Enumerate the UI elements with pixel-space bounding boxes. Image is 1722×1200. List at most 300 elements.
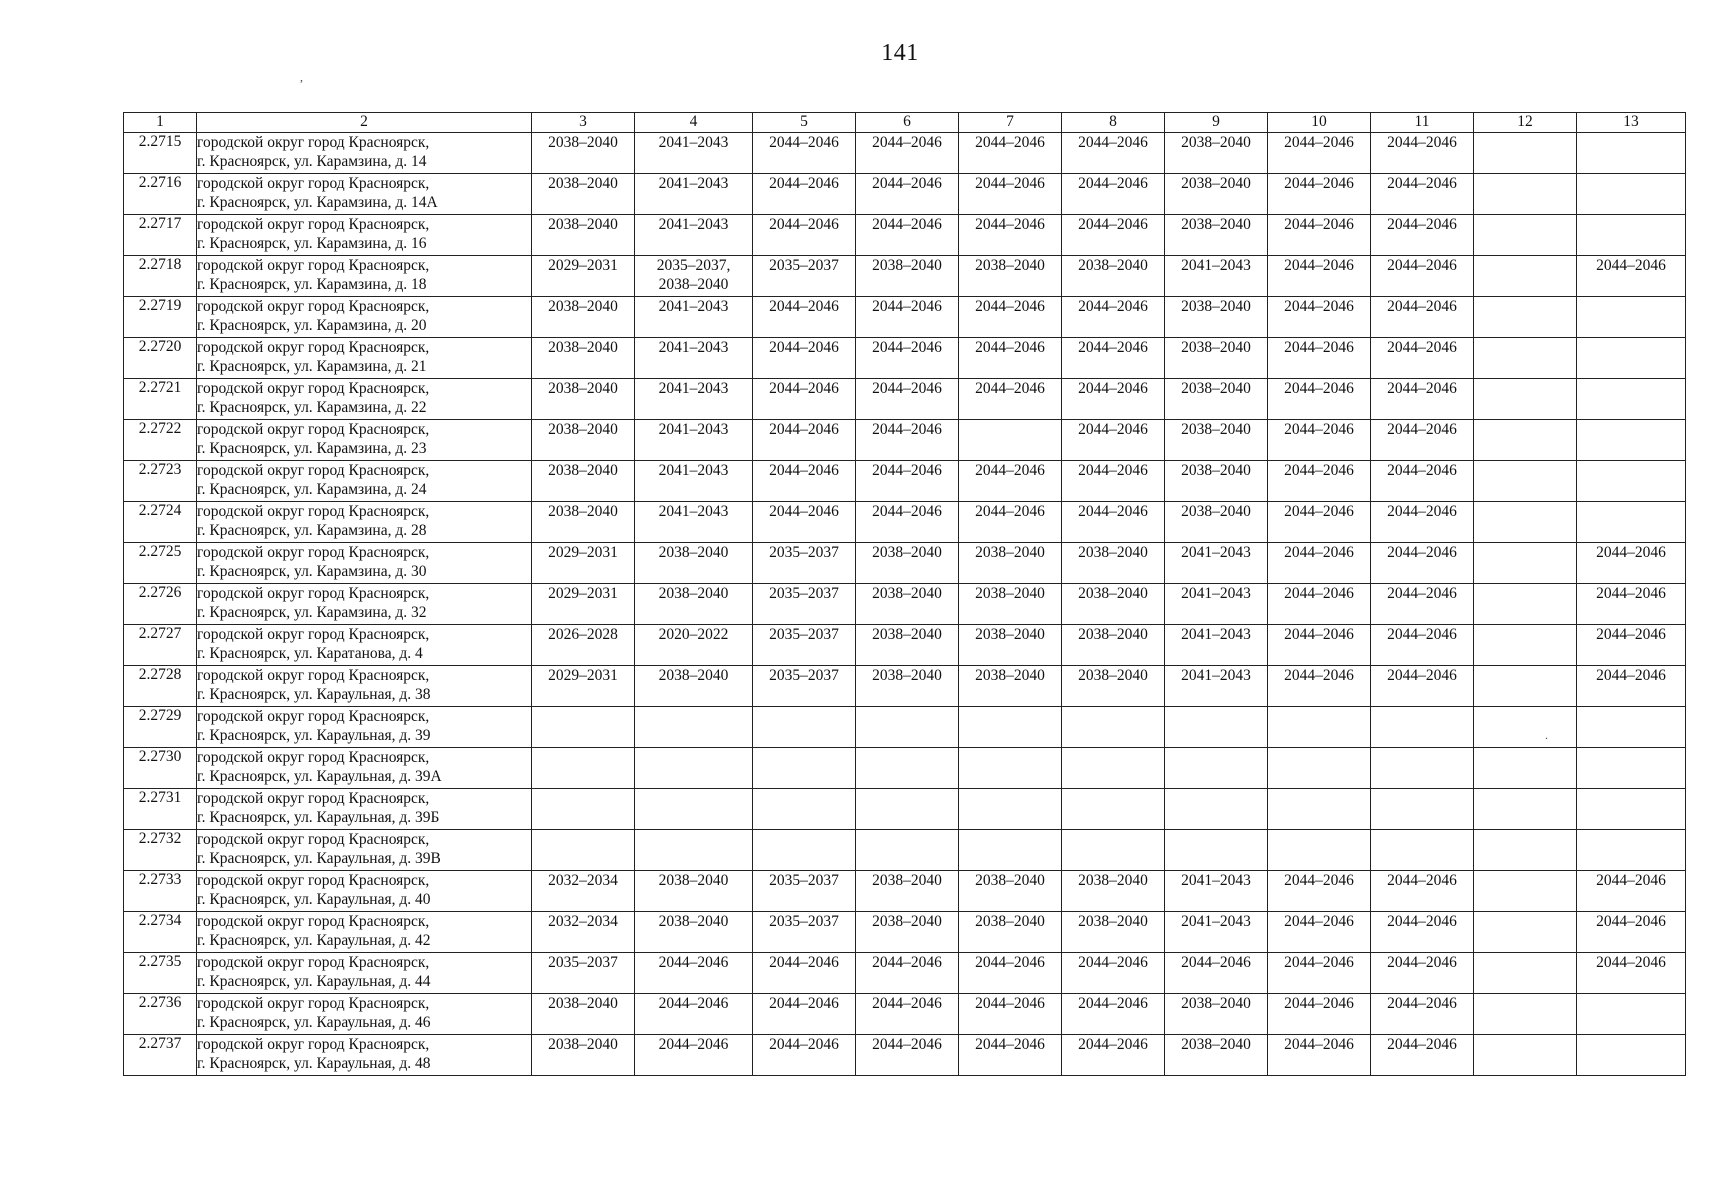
period-cell xyxy=(1165,789,1268,830)
address-line-2: г. Красноярск, ул. Караульная, д. 39 xyxy=(197,727,431,744)
period-cell: 2038–2040 xyxy=(856,912,959,953)
period-cell: 2038–2040 xyxy=(1062,666,1165,707)
period-cell xyxy=(856,748,959,789)
period-cell: 2044–2046 xyxy=(1062,502,1165,543)
period-cell: 2044–2046 xyxy=(635,994,753,1035)
column-header: 4 xyxy=(635,113,753,133)
period-cell: 2044–2046 xyxy=(635,953,753,994)
column-header: 10 xyxy=(1268,113,1371,133)
period-cell: 2044–2046 xyxy=(1371,953,1474,994)
period-cell: 2044–2046 xyxy=(753,215,856,256)
period-cell: 2044–2046 xyxy=(856,215,959,256)
period-cell xyxy=(1474,584,1577,625)
period-cell xyxy=(1165,707,1268,748)
column-header: 8 xyxy=(1062,113,1165,133)
period-cell xyxy=(753,789,856,830)
period-cell: 2038–2040 xyxy=(1165,297,1268,338)
address-cell xyxy=(197,830,532,871)
row-number: 2.2733 xyxy=(124,871,197,912)
period-cell: 2038–2040 xyxy=(1165,502,1268,543)
period-cell xyxy=(959,830,1062,871)
period-cell: 2035–2037 xyxy=(753,666,856,707)
period-cell: 2044–2046 xyxy=(1062,420,1165,461)
period-cell xyxy=(1062,748,1165,789)
period-cell xyxy=(1474,994,1577,1035)
period-cell: 2044–2046 xyxy=(1371,1035,1474,1076)
address-line-2: г. Красноярск, ул. Карамзина, д. 28 xyxy=(197,522,427,539)
schedule-table xyxy=(123,112,1686,1076)
period-cell xyxy=(1268,748,1371,789)
period-cell: 2041–2043 xyxy=(1165,584,1268,625)
period-cell xyxy=(1577,420,1686,461)
period-cell: 2038–2040 xyxy=(1062,543,1165,584)
table-row xyxy=(124,543,1686,584)
period-cell: 2035–2037 xyxy=(753,543,856,584)
address-line-2: г. Красноярск, ул. Караульная, д. 39А xyxy=(197,768,442,785)
row-number: 2.2732 xyxy=(124,830,197,871)
period-cell: 2044–2046 xyxy=(753,297,856,338)
address-line-2: г. Красноярск, ул. Карамзина, д. 30 xyxy=(197,563,427,580)
period-cell: 2044–2046 xyxy=(856,502,959,543)
period-cell xyxy=(1371,789,1474,830)
row-number: 2.2723 xyxy=(124,461,197,502)
row-number: 2.2721 xyxy=(124,379,197,420)
address-line-2: г. Красноярск, ул. Караульная, д. 44 xyxy=(197,973,431,990)
table-row xyxy=(124,666,1686,707)
period-cell xyxy=(1474,174,1577,215)
period-cell: 2038–2040 xyxy=(1062,912,1165,953)
period-cell: 2044–2046 xyxy=(1371,625,1474,666)
period-cell: 2044–2046 xyxy=(1268,502,1371,543)
period-cell: 2044–2046 xyxy=(1268,338,1371,379)
period-cell: 2038–2040 xyxy=(532,297,635,338)
column-header: 12 xyxy=(1474,113,1577,133)
period-cell: 2029–2031 xyxy=(532,584,635,625)
period-cell: 2038–2040 xyxy=(532,461,635,502)
period-cell: 2044–2046 xyxy=(1268,584,1371,625)
period-cell: 2044–2046 xyxy=(1062,461,1165,502)
period-cell: 2044–2046 xyxy=(1268,994,1371,1035)
period-cell: 2041–2043 xyxy=(1165,912,1268,953)
period-cell: 2038–2040 xyxy=(856,625,959,666)
address-line-1: городской округ город Красноярск, xyxy=(197,708,430,725)
period-cell: 2038–2040 xyxy=(959,871,1062,912)
period-cell xyxy=(1577,707,1686,748)
period-cell: 2044–2046 xyxy=(1371,420,1474,461)
period-cell: 2038–2040 xyxy=(532,174,635,215)
stray-mark: , xyxy=(300,70,303,84)
period-cell xyxy=(1577,502,1686,543)
period-cell: 2044–2046 xyxy=(856,1035,959,1076)
address-cell xyxy=(197,256,532,297)
address-cell xyxy=(197,543,532,584)
period-cell: 2044–2046 xyxy=(1268,953,1371,994)
period-cell: 2044–2046 xyxy=(1268,871,1371,912)
address-cell xyxy=(197,215,532,256)
period-cell: 2044–2046 xyxy=(856,379,959,420)
period-cell: 2041–2043 xyxy=(1165,543,1268,584)
address-cell xyxy=(197,584,532,625)
address-line-1: городской округ город Красноярск, xyxy=(197,831,430,848)
address-cell xyxy=(197,133,532,174)
period-cell: 2044–2046 xyxy=(1371,994,1474,1035)
address-line-1: городской округ город Красноярск, xyxy=(197,585,430,602)
period-cell xyxy=(1474,748,1577,789)
period-cell: 2044–2046 xyxy=(753,338,856,379)
table-row xyxy=(124,871,1686,912)
period-cell xyxy=(1474,133,1577,174)
period-cell: 2038–2040 xyxy=(532,420,635,461)
period-cell: 2035–2037 xyxy=(532,953,635,994)
period-cell: 2044–2046 xyxy=(856,420,959,461)
address-line-2: г. Красноярск, ул. Караульная, д. 38 xyxy=(197,686,431,703)
row-number: 2.2726 xyxy=(124,584,197,625)
address-line-2: г. Красноярск, ул. Караульная, д. 42 xyxy=(197,932,431,949)
period-cell xyxy=(1577,174,1686,215)
period-cell xyxy=(635,830,753,871)
period-cell: 2044–2046 xyxy=(856,461,959,502)
address-line-2: г. Красноярск, ул. Каратанова, д. 4 xyxy=(197,645,423,662)
address-line-2: г. Красноярск, ул. Карамзина, д. 23 xyxy=(197,440,427,457)
period-cell: 2038–2040 xyxy=(635,584,753,625)
address-line-2: г. Красноярск, ул. Карамзина, д. 32 xyxy=(197,604,427,621)
period-cell: 2038–2040 xyxy=(532,133,635,174)
table-row xyxy=(124,584,1686,625)
column-header: 11 xyxy=(1371,113,1474,133)
address-cell xyxy=(197,748,532,789)
period-cell: 2041–2043 xyxy=(1165,666,1268,707)
table-row xyxy=(124,379,1686,420)
period-cell: 2044–2046 xyxy=(1577,256,1686,297)
period-cell: 2044–2046 xyxy=(1062,379,1165,420)
period-cell: 2041–2043 xyxy=(635,338,753,379)
address-line-1: городской округ город Красноярск, xyxy=(197,790,430,807)
table-row xyxy=(124,338,1686,379)
period-cell: 2044–2046 xyxy=(1371,912,1474,953)
column-header: 1 xyxy=(124,113,197,133)
period-cell xyxy=(532,707,635,748)
table-row xyxy=(124,953,1686,994)
row-number: 2.2727 xyxy=(124,625,197,666)
period-cell: 2044–2046 xyxy=(753,1035,856,1076)
period-cell: 2044–2046 xyxy=(856,133,959,174)
period-cell: 2038–2040 xyxy=(1165,174,1268,215)
period-cell: 2044–2046 xyxy=(753,994,856,1035)
period-cell: 2038–2040 xyxy=(1165,133,1268,174)
period-cell: 2044–2046 xyxy=(959,1035,1062,1076)
row-number: 2.2731 xyxy=(124,789,197,830)
address-cell xyxy=(197,420,532,461)
address-cell xyxy=(197,912,532,953)
period-cell xyxy=(1474,666,1577,707)
address-line-1: городской округ город Красноярск, xyxy=(197,257,430,274)
period-cell: 2044–2046 xyxy=(856,174,959,215)
period-cell xyxy=(753,707,856,748)
period-cell: 2044–2046 xyxy=(1268,379,1371,420)
period-cell: 2038–2040 xyxy=(959,912,1062,953)
period-cell: 2041–2043 xyxy=(1165,625,1268,666)
period-cell: 2038–2040 xyxy=(856,543,959,584)
period-cell: 2044–2046 xyxy=(1062,174,1165,215)
period-cell xyxy=(1474,625,1577,666)
period-cell: 2044–2046 xyxy=(1371,297,1474,338)
period-cell: 2038–2040 xyxy=(635,543,753,584)
period-cell xyxy=(1474,953,1577,994)
period-cell: 2044–2046 xyxy=(753,461,856,502)
period-cell xyxy=(1577,789,1686,830)
table-row xyxy=(124,830,1686,871)
period-cell: 2038–2040 xyxy=(1062,584,1165,625)
address-line-2: г. Красноярск, ул. Карамзина, д. 21 xyxy=(197,358,427,375)
address-line-1: городской округ город Красноярск, xyxy=(197,216,430,233)
address-line-1: городской округ город Красноярск, xyxy=(197,298,430,315)
table-row xyxy=(124,133,1686,174)
period-cell: 2044–2046 xyxy=(959,215,1062,256)
period-cell: 2029–2031 xyxy=(532,256,635,297)
address-line-1: городской округ город Красноярск, xyxy=(197,913,430,930)
row-number: 2.2735 xyxy=(124,953,197,994)
period-cell xyxy=(1268,707,1371,748)
period-cell xyxy=(635,748,753,789)
period-cell xyxy=(959,789,1062,830)
page-number: 141 xyxy=(881,40,919,66)
row-number: 2.2730 xyxy=(124,748,197,789)
period-cell: 2038–2040 xyxy=(959,584,1062,625)
period-cell: 2038–2040 xyxy=(1165,1035,1268,1076)
period-cell: 2038–2040 xyxy=(1062,256,1165,297)
period-cell: 2044–2046 xyxy=(1371,379,1474,420)
address-line-2: г. Красноярск, ул. Карамзина, д. 16 xyxy=(197,235,427,252)
row-number: 2.2724 xyxy=(124,502,197,543)
period-cell xyxy=(1474,830,1577,871)
period-cell: 2038–2040 xyxy=(1165,994,1268,1035)
period-cell: 2041–2043 xyxy=(1165,871,1268,912)
address-line-2: г. Красноярск, ул. Караульная, д. 46 xyxy=(197,1014,431,1031)
address-cell xyxy=(197,461,532,502)
address-line-1: городской округ город Красноярск, xyxy=(197,954,430,971)
period-cell: 2044–2046 xyxy=(1371,666,1474,707)
period-cell: 2044–2046 xyxy=(1062,338,1165,379)
period-cell: 2044–2046 xyxy=(1371,174,1474,215)
table-row xyxy=(124,256,1686,297)
address-cell xyxy=(197,707,532,748)
address-cell xyxy=(197,502,532,543)
period-cell xyxy=(1474,912,1577,953)
address-line-2: г. Красноярск, ул. Карамзина, д. 14 xyxy=(197,153,427,170)
period-cell: 2038–2040 xyxy=(856,256,959,297)
period-cell: 2044–2046 xyxy=(1268,256,1371,297)
period-cell: 2038–2040 xyxy=(635,666,753,707)
address-line-1: городской округ город Красноярск, xyxy=(197,134,430,151)
period-cell xyxy=(1474,502,1577,543)
period-cell xyxy=(1474,420,1577,461)
period-cell: 2044–2046 xyxy=(1268,912,1371,953)
row-number: 2.2720 xyxy=(124,338,197,379)
address-cell xyxy=(197,174,532,215)
address-line-1: городской округ город Красноярск, xyxy=(197,503,430,520)
period-cell: 2041–2043 xyxy=(635,174,753,215)
period-cell: 2044–2046 xyxy=(753,420,856,461)
period-cell: 2044–2046 xyxy=(1268,174,1371,215)
period-cell: 2044–2046 xyxy=(1062,953,1165,994)
period-cell: 2035–2037, 2038–2040 xyxy=(635,256,753,297)
period-cell: 2044–2046 xyxy=(856,953,959,994)
period-cell xyxy=(1268,830,1371,871)
period-cell xyxy=(959,748,1062,789)
period-cell xyxy=(959,420,1062,461)
row-number: 2.2736 xyxy=(124,994,197,1035)
row-number: 2.2722 xyxy=(124,420,197,461)
period-cell: 2020–2022 xyxy=(635,625,753,666)
table-row xyxy=(124,625,1686,666)
period-cell: 2041–2043 xyxy=(635,133,753,174)
address-line-2: г. Красноярск, ул. Карамзина, д. 24 xyxy=(197,481,427,498)
period-cell xyxy=(1577,338,1686,379)
period-cell: 2044–2046 xyxy=(959,338,1062,379)
column-header: 2 xyxy=(197,113,532,133)
address-cell xyxy=(197,871,532,912)
period-cell: 2044–2046 xyxy=(1268,666,1371,707)
header-row xyxy=(124,113,1686,133)
period-cell xyxy=(753,748,856,789)
period-cell: 2038–2040 xyxy=(532,379,635,420)
period-cell: 2041–2043 xyxy=(1165,256,1268,297)
period-cell xyxy=(1371,830,1474,871)
address-line-1: городской округ город Красноярск, xyxy=(197,1036,430,1053)
period-cell: 2044–2046 xyxy=(1165,953,1268,994)
address-cell xyxy=(197,666,532,707)
period-cell: 2044–2046 xyxy=(1371,871,1474,912)
period-cell xyxy=(1577,748,1686,789)
address-line-1: городской округ город Красноярск, xyxy=(197,626,430,643)
period-cell xyxy=(1474,338,1577,379)
period-cell: 2026–2028 xyxy=(532,625,635,666)
period-cell: 2044–2046 xyxy=(1062,297,1165,338)
period-cell: 2041–2043 xyxy=(635,379,753,420)
table-row xyxy=(124,502,1686,543)
period-cell: 2044–2046 xyxy=(1371,584,1474,625)
period-cell: 2044–2046 xyxy=(959,133,1062,174)
period-cell xyxy=(1577,994,1686,1035)
table-row xyxy=(124,789,1686,830)
period-cell: 2044–2046 xyxy=(1577,543,1686,584)
period-cell: 2044–2046 xyxy=(959,174,1062,215)
row-number: 2.2718 xyxy=(124,256,197,297)
period-cell: 2044–2046 xyxy=(959,953,1062,994)
period-cell: 2044–2046 xyxy=(1268,420,1371,461)
address-line-2: г. Красноярск, ул. Караульная, д. 40 xyxy=(197,891,431,908)
period-cell: 2038–2040 xyxy=(959,625,1062,666)
period-cell: 2044–2046 xyxy=(1371,543,1474,584)
period-cell: 2038–2040 xyxy=(856,584,959,625)
period-cell: 2044–2046 xyxy=(856,994,959,1035)
period-cell: 2044–2046 xyxy=(1577,953,1686,994)
period-cell: 2038–2040 xyxy=(1062,871,1165,912)
period-cell: 2044–2046 xyxy=(1268,297,1371,338)
row-number: 2.2729 xyxy=(124,707,197,748)
period-cell xyxy=(1474,461,1577,502)
address-line-1: городской округ город Красноярск, xyxy=(197,872,430,889)
period-cell: 2035–2037 xyxy=(753,256,856,297)
period-cell xyxy=(635,789,753,830)
address-line-2: г. Красноярск, ул. Карамзина, д. 22 xyxy=(197,399,427,416)
column-header: 3 xyxy=(532,113,635,133)
period-cell xyxy=(1474,379,1577,420)
table-row xyxy=(124,1035,1686,1076)
address-line-1: городской округ город Красноярск, xyxy=(197,380,430,397)
period-cell xyxy=(1577,379,1686,420)
address-cell xyxy=(197,297,532,338)
period-cell: 2044–2046 xyxy=(1577,666,1686,707)
table-row xyxy=(124,461,1686,502)
period-cell xyxy=(856,707,959,748)
period-cell: 2044–2046 xyxy=(1371,502,1474,543)
address-cell xyxy=(197,338,532,379)
period-cell xyxy=(1268,789,1371,830)
period-cell: 2041–2043 xyxy=(635,502,753,543)
stray-mark: . xyxy=(1545,728,1548,742)
period-cell xyxy=(1474,543,1577,584)
address-line-2: г. Красноярск, ул. Караульная, д. 39В xyxy=(197,850,441,867)
address-line-1: городской округ город Красноярск, xyxy=(197,175,430,192)
period-cell: 2038–2040 xyxy=(1165,215,1268,256)
period-cell: 2038–2040 xyxy=(959,666,1062,707)
period-cell: 2044–2046 xyxy=(1371,215,1474,256)
period-cell: 2044–2046 xyxy=(1371,133,1474,174)
address-cell xyxy=(197,379,532,420)
period-cell: 2044–2046 xyxy=(1062,1035,1165,1076)
column-header: 9 xyxy=(1165,113,1268,133)
period-cell: 2044–2046 xyxy=(856,338,959,379)
period-cell xyxy=(1474,789,1577,830)
period-cell: 2038–2040 xyxy=(532,338,635,379)
address-line-2: г. Красноярск, ул. Карамзина, д. 14А xyxy=(197,194,438,211)
address-line-2: г. Красноярск, ул. Караульная, д. 48 xyxy=(197,1055,431,1072)
period-cell: 2044–2046 xyxy=(1268,543,1371,584)
period-cell: 2044–2046 xyxy=(1268,461,1371,502)
period-cell: 2041–2043 xyxy=(635,215,753,256)
period-cell xyxy=(532,830,635,871)
period-cell: 2044–2046 xyxy=(1577,584,1686,625)
period-cell: 2044–2046 xyxy=(1577,871,1686,912)
period-cell xyxy=(1577,1035,1686,1076)
period-cell xyxy=(1062,830,1165,871)
period-cell xyxy=(1474,1035,1577,1076)
period-cell: 2029–2031 xyxy=(532,666,635,707)
period-cell: 2029–2031 xyxy=(532,543,635,584)
address-line-1: городской округ город Красноярск, xyxy=(197,995,430,1012)
address-cell xyxy=(197,953,532,994)
column-header: 13 xyxy=(1577,113,1686,133)
row-number: 2.2717 xyxy=(124,215,197,256)
table-row xyxy=(124,215,1686,256)
row-number: 2.2715 xyxy=(124,133,197,174)
column-header: 6 xyxy=(856,113,959,133)
period-cell: 2035–2037 xyxy=(753,625,856,666)
period-cell: 2038–2040 xyxy=(1165,461,1268,502)
period-cell: 2044–2046 xyxy=(1268,133,1371,174)
period-cell: 2038–2040 xyxy=(532,215,635,256)
period-cell: 2038–2040 xyxy=(532,1035,635,1076)
period-cell: 2044–2046 xyxy=(1062,215,1165,256)
row-number: 2.2728 xyxy=(124,666,197,707)
address-line-1: городской округ город Красноярск, xyxy=(197,544,430,561)
period-cell xyxy=(1474,871,1577,912)
period-cell: 2038–2040 xyxy=(1165,420,1268,461)
period-cell xyxy=(856,789,959,830)
period-cell: 2044–2046 xyxy=(959,379,1062,420)
period-cell: 2038–2040 xyxy=(856,871,959,912)
